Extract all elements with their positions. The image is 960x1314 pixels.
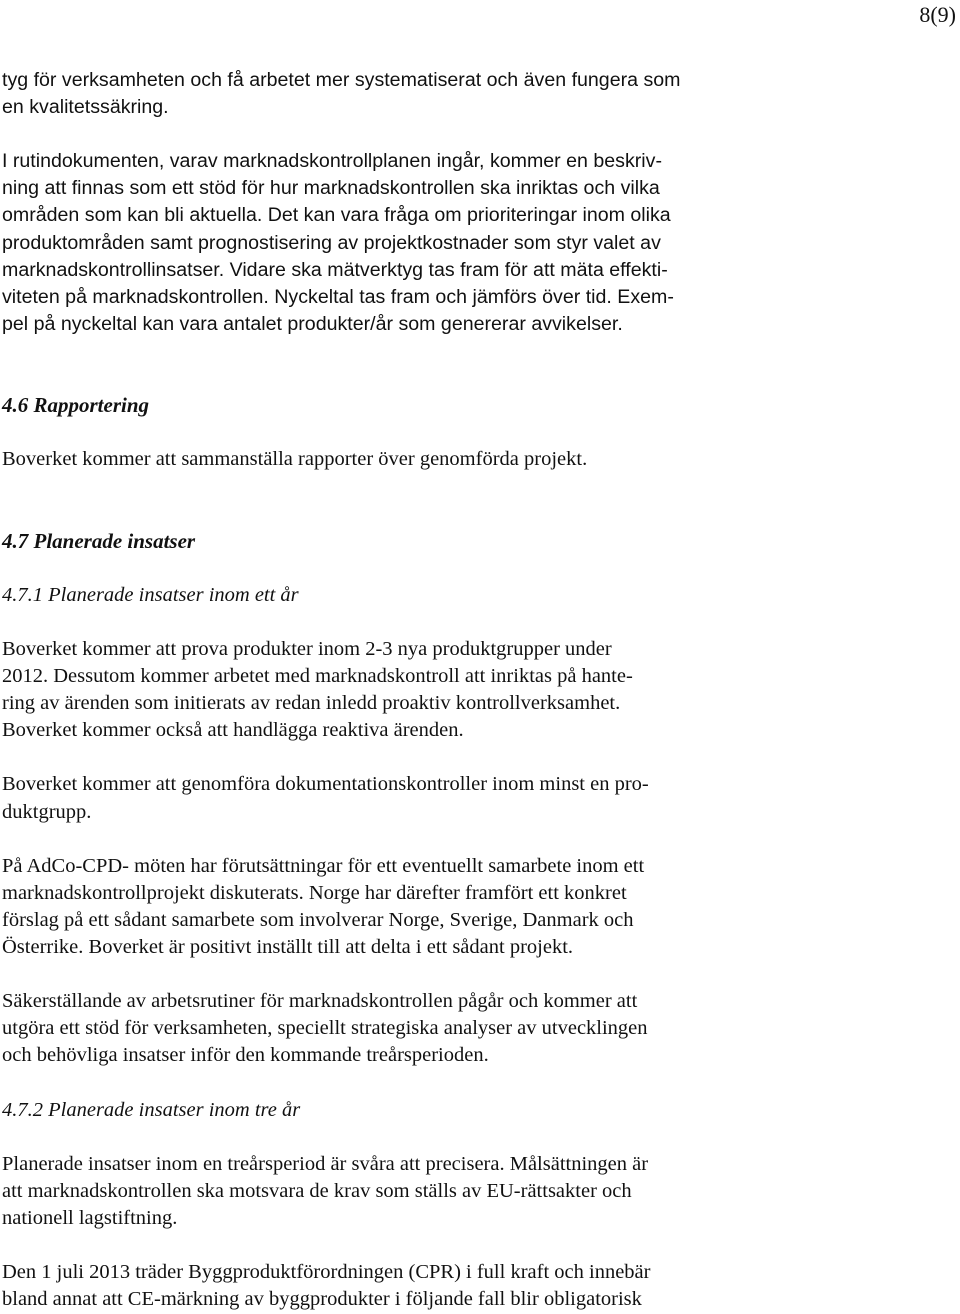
spacer <box>2 419 952 446</box>
paragraph-line: ring av ärenden som initierats av redan inledd proaktiv kontrollverksamhet. <box>2 692 621 715</box>
paragraph-line: nationell lagstiftning. <box>2 1206 178 1229</box>
spacer <box>2 473 952 500</box>
paragraph <box>2 1151 952 1232</box>
paragraph-line: tyg för verksamheten och få arbetet mer systematiserat och även fungera som <box>2 69 681 91</box>
paragraph-line: I rutindokumenten, varav marknadskontrollplanen ingår, kommer en beskriv- <box>2 150 662 173</box>
spacer <box>2 1124 952 1151</box>
paragraph-line: att marknadskontrollen ska motsvara de krav som ställs av EU-rättsakter och <box>2 1179 632 1202</box>
paragraph <box>2 1259 952 1313</box>
paragraph-line: produktområden samt prognostisering av projektkostnader som styr valet av <box>2 231 661 254</box>
paragraph-line: 2012. Dessutom kommer arbetet med marknadskontroll att inriktas på hante- <box>2 665 633 688</box>
spacer <box>2 338 952 365</box>
spacer <box>2 744 952 771</box>
paragraph-line: bland annat att CE-märkning av byggprodukter i följande fall blir obligatorisk <box>2 1288 642 1311</box>
paragraph <box>2 988 952 1069</box>
paragraph-line: pel på nyckeltal kan vara antalet produkter/år som genererar avvikelser. <box>2 312 623 335</box>
spacer <box>2 365 952 392</box>
spacer <box>2 1069 952 1096</box>
paragraph-line: Boverket kommer också att handlägga reaktiva ärenden. <box>2 719 464 742</box>
spacer <box>2 609 952 636</box>
section-heading: 4.6 Rapportering <box>2 393 150 418</box>
page-number: 8(9) <box>919 2 956 27</box>
spacer <box>2 121 952 148</box>
paragraph-line: viteten på marknadskontrollen. Nyckeltal tas fram och jämförs över tid. Exem- <box>2 285 674 308</box>
paragraph-line: och behövliga insatser inför den kommande treårsperioden. <box>2 1044 489 1067</box>
paragraph <box>2 636 952 744</box>
document-body <box>2 67 952 1313</box>
paragraph-line: duktgrupp. <box>2 800 92 823</box>
paragraph-line: Boverket kommer att genomföra dokumentationskontroller inom minst en pro- <box>2 773 649 796</box>
section-heading: 4.7 Planerade insatser <box>2 528 196 553</box>
paragraph <box>2 853 952 961</box>
paragraph-line: Boverket kommer att prova produkter inom 2-3 nya produktgrupper under <box>2 637 612 660</box>
paragraph-line: en kvalitetssäkring. <box>2 96 169 119</box>
paragraph-line: utgöra ett stöd för verksamheten, speciellt strategiska analyser av utvecklingen <box>2 1017 648 1040</box>
paragraph-line: Den 1 juli 2013 träder Byggproduktförordningen (CPR) i full kraft och innebär <box>2 1261 651 1284</box>
paragraph <box>2 771 952 825</box>
paragraph-line: förslag på ett sådant samarbete som involverar Norge, Sverige, Danmark och <box>2 908 634 931</box>
paragraph-line: marknadskontrollprojekt diskuterats. Norge har därefter framfört ett konkret <box>2 881 627 904</box>
paragraph-line: områden som kan bli aktuella. Det kan vara fråga om prioriteringar inom olika <box>2 204 671 227</box>
subsection-heading: 4.7.2 Planerade insatser inom tre år <box>2 1098 301 1121</box>
paragraph-line: Österrike. Boverket är positivt inställt till att delta i ett sådant projekt. <box>2 936 574 958</box>
spacer <box>2 961 952 988</box>
subsection-heading: 4.7.1 Planerade insatser inom ett år <box>2 583 299 606</box>
paragraph-line: På AdCo-CPD- möten har förutsättningar för ett eventuellt samarbete inom ett <box>2 854 645 877</box>
paragraph <box>2 446 952 473</box>
paragraph-line: marknadskontrollinsatser. Vidare ska mätverktyg tas fram för att mäta effekti- <box>2 258 668 281</box>
spacer <box>2 826 952 853</box>
paragraph-line: Boverket kommer att sammanställa rapporter över genomförda projekt. <box>2 448 588 471</box>
paragraph <box>2 148 952 338</box>
spacer <box>2 1232 952 1259</box>
spacer <box>2 501 952 528</box>
paragraph <box>2 67 952 121</box>
spacer <box>2 555 952 582</box>
paragraph-line: Planerade insatser inom en treårsperiod är svåra att precisera. Målsättningen är <box>2 1152 649 1175</box>
paragraph-line: Säkerställande av arbetsrutiner för marknadskontrollen pågår och kommer att <box>2 990 638 1013</box>
paragraph-line: ning att finnas som ett stöd för hur marknadskontrollen ska inriktas och vilka <box>2 177 660 200</box>
